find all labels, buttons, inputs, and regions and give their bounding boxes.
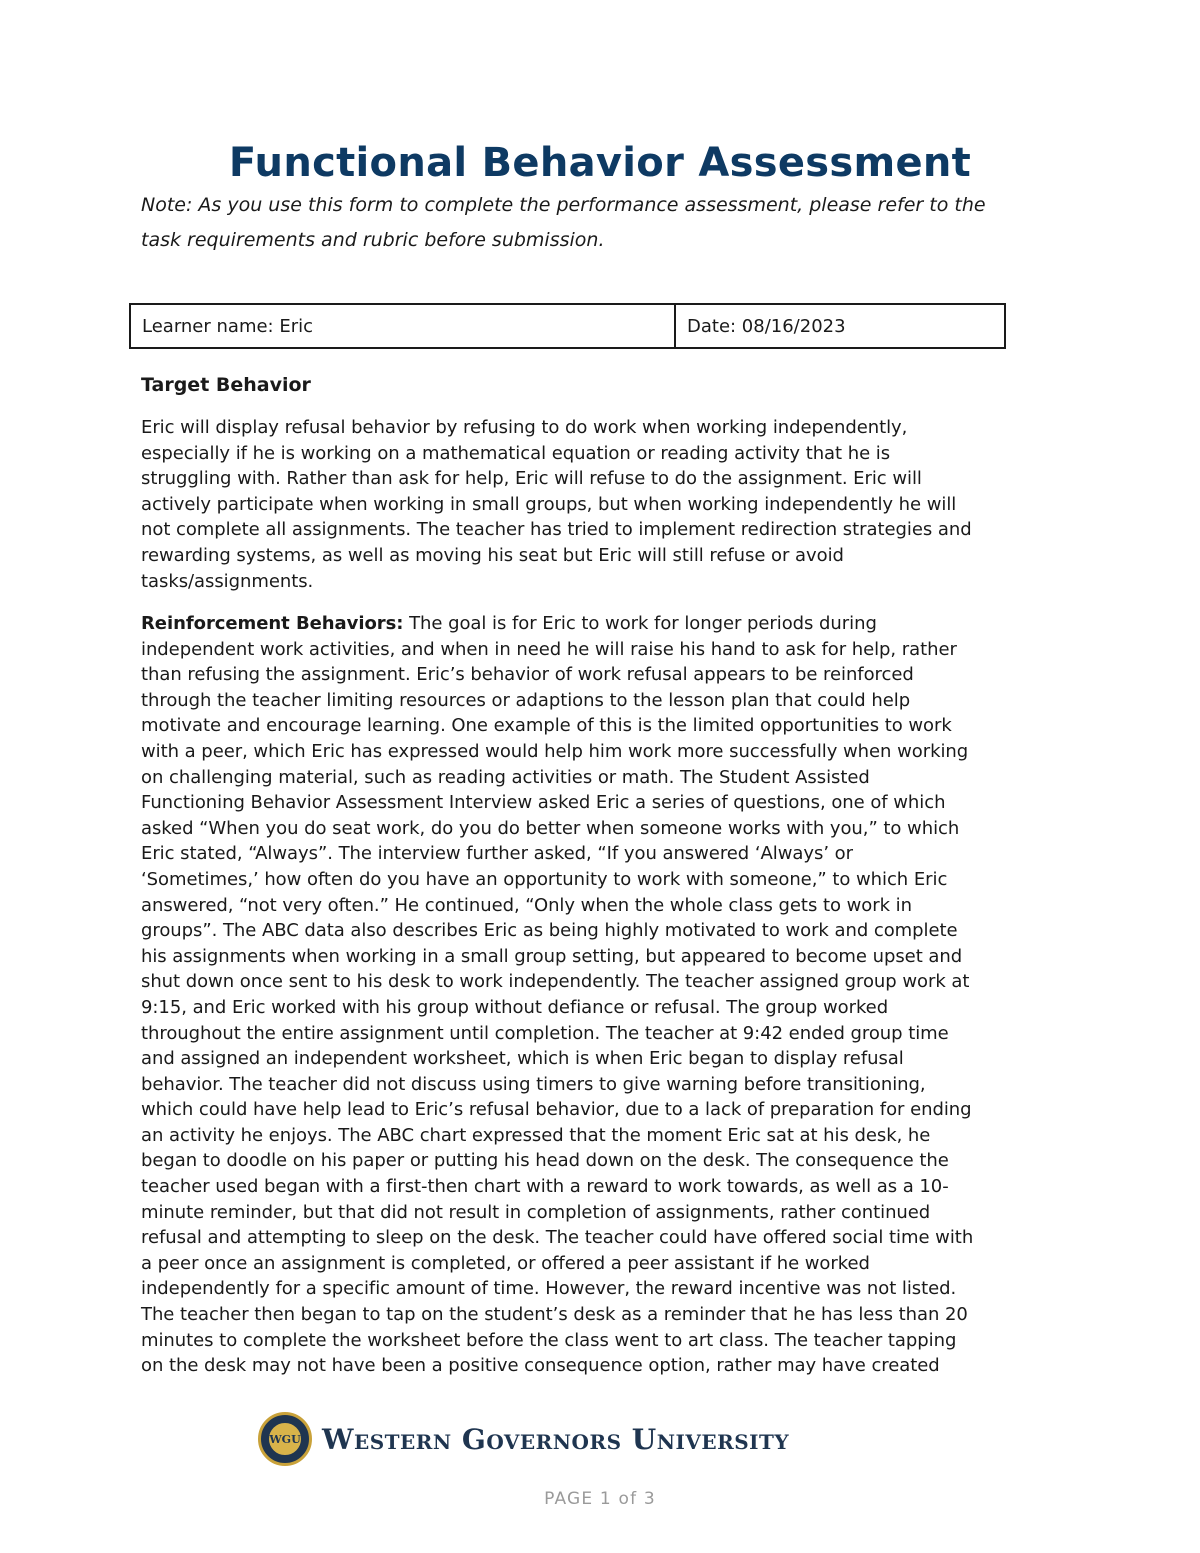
paragraph-line: tasks/assignments. — [141, 570, 314, 592]
reinforcement-first-line: The goal is for Eric to work for longer periods during — [403, 613, 877, 634]
seal-monogram: WGU — [267, 1421, 303, 1457]
paragraph-line: not complete all assignments. The teacher has tried to implement redirection strategies and — [141, 519, 972, 541]
paragraph-line: Eric stated, “Always”. The interview further asked, “If you answered ‘Always’ or — [141, 843, 853, 865]
paragraph-line: ‘Sometimes,’ how often do you have an opportunity to work with someone,” to which Eric — [141, 868, 948, 890]
wgu-logo — [258, 1412, 789, 1466]
paragraph-line: through the teacher limiting resources or adaptions to the lesson plan that could help — [141, 689, 911, 711]
paragraph-line: teacher used began with a first-then chart with a reward to work towards, as well as a 10- — [141, 1176, 949, 1198]
paragraph-line: The teacher then began to tap on the student’s desk as a reminder that he has less than 20 — [141, 1304, 968, 1326]
paragraph-line: began to doodle on his paper or putting his head down on the desk. The consequence the — [141, 1150, 949, 1172]
reinforcement-behaviors-paragraph — [141, 611, 1061, 1379]
paragraph-line: independently for a specific amount of time. However, the reward incentive was not listed. — [141, 1278, 957, 1300]
paragraph-line: asked “When you do seat work, do you do better when someone works with you,” to which — [141, 817, 960, 839]
paragraph-line: on challenging material, such as reading activities or math. The Student Assisted — [141, 766, 870, 788]
paragraph-line: a peer once an assignment is completed, or offered a peer assistant if he worked — [141, 1252, 870, 1274]
paragraph-line: and assigned an independent worksheet, which is when Eric began to display refusal — [141, 1048, 904, 1070]
learner-name-cell: Learner name: Eric — [131, 305, 676, 347]
date-cell: Date: 08/16/2023 — [687, 315, 846, 337]
paragraph-line: refusal and attempting to sleep on the desk. The teacher could have offered social time with — [141, 1227, 974, 1249]
learner-info-table — [129, 303, 1006, 349]
paragraph-line: Functioning Behavior Assessment Interview asked Eric a series of questions, one of which — [141, 792, 946, 814]
paragraph-line: 9:15, and Eric worked with his group without defiance or refusal. The group worked — [141, 996, 889, 1018]
page-number: PAGE 1 of 3 — [544, 1489, 656, 1509]
paragraph-line — [141, 611, 1061, 637]
target-behavior-paragraph — [141, 415, 1061, 594]
paragraph-line: than refusing the assignment. Eric’s behavior of work refusal appears to be reinforced — [141, 664, 914, 686]
paragraph-line: with a peer, which Eric has expressed would help him work more successfully when working — [141, 740, 969, 762]
paragraph-line: Eric will display refusal behavior by refusing to do work when working independently, — [141, 417, 908, 438]
paragraph-line: shut down once sent to his desk to work independently. The teacher assigned group work at — [141, 971, 970, 993]
paragraph-line: independent work activities, and when in need he will raise his hand to ask for help, rather — [141, 638, 957, 660]
university-seal-icon — [258, 1412, 312, 1466]
paragraph-line: throughout the entire assignment until completion. The teacher at 9:42 ended group time — [141, 1022, 949, 1044]
paragraph-line: minutes to complete the worksheet before the class went to art class. The teacher tapping — [141, 1329, 957, 1351]
paragraph-line: his assignments when working in a small group setting, but appeared to become upset and — [141, 945, 963, 967]
document-title: Functional Behavior Assessment — [228, 140, 972, 186]
instruction-note — [141, 188, 1041, 258]
paragraph-line: which could have help lead to Eric’s refusal behavior, due to a lack of preparation for ending — [141, 1099, 972, 1121]
note-line: task requirements and rubric before submission. — [141, 229, 605, 251]
university-name: Western Governors University — [322, 1422, 790, 1456]
paragraph-line: on the desk may not have been a positive consequence option, rather may have created — [141, 1355, 940, 1377]
reinforcement-label: Reinforcement Behaviors: — [141, 613, 404, 634]
paragraph-line: an activity he enjoys. The ABC chart expressed that the moment Eric sat at his desk, he — [141, 1124, 931, 1146]
paragraph-line: actively participate when working in small groups, but when working independently he will — [141, 493, 957, 515]
paragraph-line: especially if he is working on a mathematical equation or reading activity that he is — [141, 442, 891, 464]
note-line: Note: As you use this form to complete the performance assessment, please refer to the — [141, 194, 986, 216]
paragraph-line: struggling with. Rather than ask for help, Eric will refuse to do the assignment. Eric will — [141, 468, 922, 490]
paragraph-line: motivate and encourage learning. One example of this is the limited opportunities to work — [141, 715, 952, 737]
paragraph-line: groups”. The ABC data also describes Eric as being highly motivated to work and complete — [141, 920, 958, 942]
paragraph-line: rewarding systems, as well as moving his seat but Eric will still refuse or avoid — [141, 544, 844, 566]
paragraph-line: behavior. The teacher did not discuss using timers to give warning before transitioning, — [141, 1073, 926, 1095]
paragraph-line: answered, “not very often.” He continued, “Only when the whole class gets to work in — [141, 894, 912, 916]
paragraph-line: minute reminder, but that did not result in completion of assignments, rather continued — [141, 1201, 931, 1223]
target-behavior-heading: Target Behavior — [141, 374, 311, 396]
